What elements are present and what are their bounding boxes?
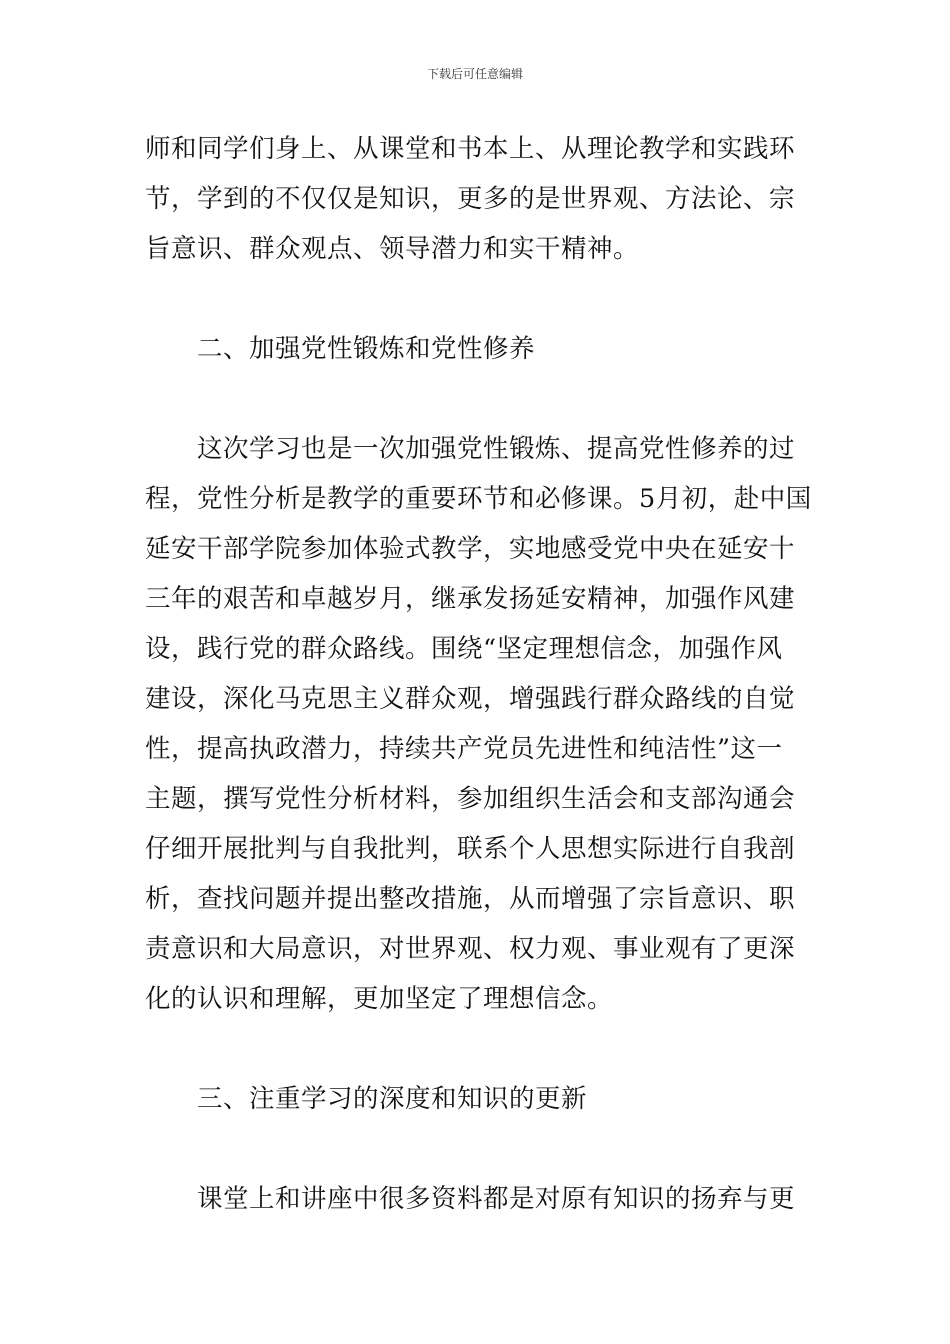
paragraph-line: 程，党性分析是教学的重要环节和必修课。5月初，赴中国 [145,484,812,514]
paragraph-line: 建设，深化马克思主义群众观，增强践行群众路线的自觉 [145,684,796,714]
paragraph-line: 性，提高执政潜力，持续共产党员先进性和纯洁性”这一 [145,734,783,764]
section-heading-3: 三、注重学习的深度和知识的更新 [197,1084,588,1114]
paragraph-line: 这次学习也是一次加强党性锻炼、提高党性修养的过 [197,434,796,464]
section-heading-2: 二、加强党性锻炼和党性修养 [197,334,536,364]
paragraph-line: 延安干部学院参加体验式教学，实地感受党中央在延安十 [145,534,796,564]
paragraph-line: 化的认识和理解，更加坚定了理想信念。 [145,984,614,1014]
paragraph-line: 旨意识、群众观点、领导潜力和实干精神。 [145,234,640,264]
paragraph-line: 责意识和大局意识，对世界观、权力观、事业观有了更深 [145,934,796,964]
paragraph-line: 三年的艰苦和卓越岁月，继承发扬延安精神，加强作风建 [145,584,796,614]
paragraph-line: 师和同学们身上、从课堂和书本上、从理论教学和实践环 [145,134,796,164]
paragraph-line: 设，践行党的群众路线。围绕“坚定理想信念，加强作风 [145,634,783,664]
paragraph-line: 仔细开展批判与自我批判，联系个人思想实际进行自我剖 [145,834,796,864]
paragraph-line: 析，查找问题并提出整改措施，从而增强了宗旨意识、职 [145,884,796,914]
paragraph-line: 课堂上和讲座中很多资料都是对原有知识的扬弃与更 [197,1184,796,1214]
page-header: 下载后可任意编辑 [426,67,523,81]
paragraph-line: 节，学到的不仅仅是知识，更多的是世界观、方法论、宗 [145,184,796,214]
paragraph-line: 主题，撰写党性分析材料，参加组织生活会和支部沟通会 [145,784,796,814]
